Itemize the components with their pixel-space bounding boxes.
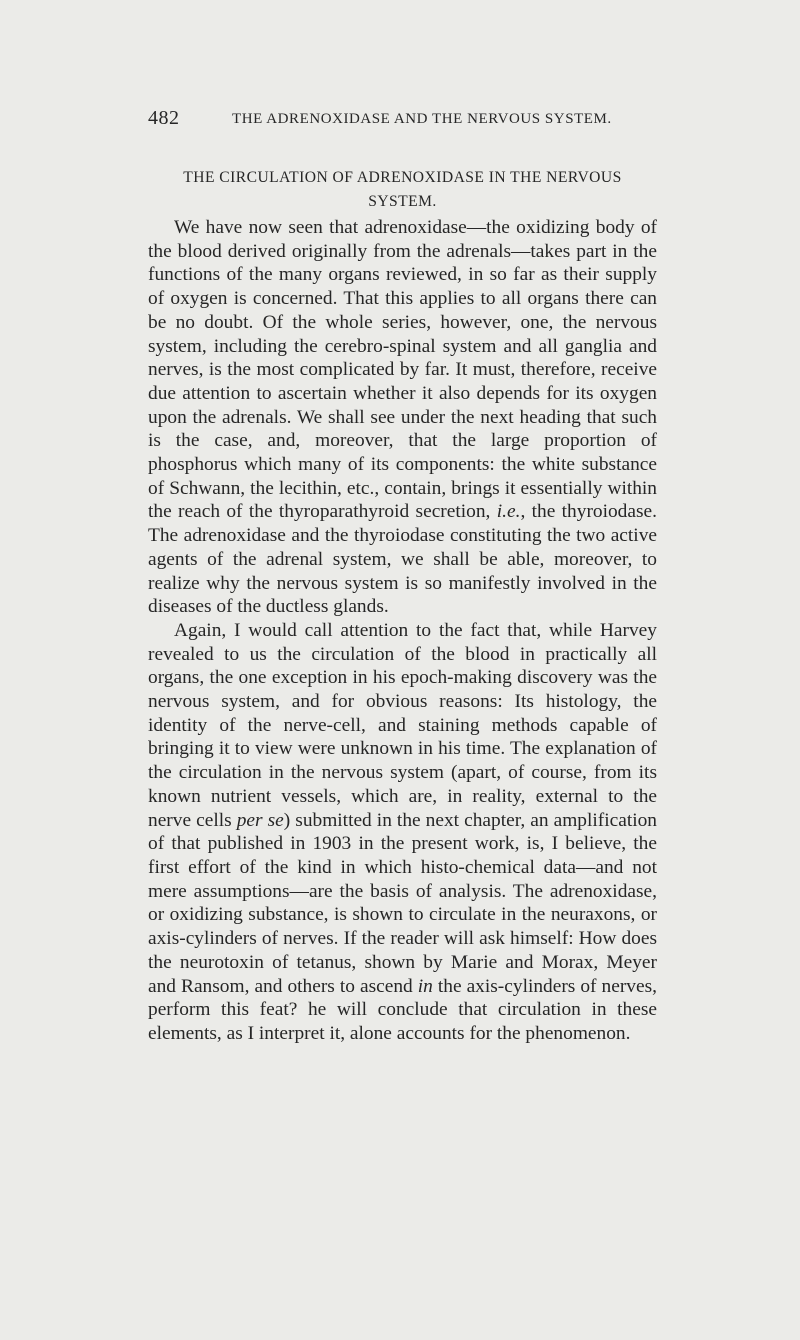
per-se-phrase: per se	[236, 809, 284, 831]
running-title: THE ADRENOXIDASE AND THE NERVOUS SYSTEM.	[232, 111, 612, 127]
paragraph-2-text-c: the axis-cylinders of nerves, perform this feat? he will conclude that circulation in these elements, as I interpret it, alone accounts for the phenomenon.	[148, 975, 657, 1044]
running-head	[148, 106, 658, 130]
body-text	[148, 216, 657, 1046]
paragraph-1-text-end: , the thyroiodase. The adrenoxidase and the thyroiodase constituting the two active agents of the adrenal system, we shall be able, moreover, to realize why the nervous system is so manifestly involved in the diseases of the ductless glands.	[148, 501, 657, 618]
ie-abbreviation: i.e.	[496, 501, 521, 523]
page-number: 482	[148, 107, 180, 129]
section-title: THE CIRCULATION OF ADRENOXIDASE IN THE NERVOUS SYSTEM.	[183, 169, 622, 210]
paragraph-2-text-b: ) submitted in the next chapter, an amplification of that published in 1903 in the present work, is, I believe, the first effort of the kind in which histo-chemical data—and not mere assumptions—are the basis of analysis. The adrenoxidase, or oxidizing substance, is shown to circulate in the neuraxons, or axis-cylinders of nerves. If the reader will ask himself: How does the neurotoxin of tetanus, shown by Marie and Morax, Meyer and Ransom, and others to ascend	[148, 809, 658, 997]
paragraph-1-text: We have now seen that adrenoxidase—the oxidizing body of the blood derived originally from the adrenals—takes part in the functions of the many organs reviewed, in so far as their supply of oxygen is concerned. That this applies to all organs there can be no doubt. Of the whole series, however, one, the nervous system, including the cerebro-spinal system and all ganglia and nerves, is the most complicated by far. It must, therefore, receive due attention to ascertain whether it also depends for its oxygen upon the adrenals. We shall see under the next heading that such is the case, and, moreover, that the large proportion of phosphorus which many of its components: the white substance of Schwann, the lecithin, etc., contain, brings it essentially within the reach of the thyroparathyroid secretion,	[148, 217, 657, 523]
paragraph-2	[148, 619, 657, 1046]
paragraph-2-text-a: Again, I would call attention to the fact that, while Harvey revealed to us the circulation of the blood in practically all organs, the one exception in his epoch-making discovery was the nervous system, and for obvious reasons: Its histology, the identity of the nerve-cell, and staining methods capable of bringing it to view were unknown in his time. The explanation of the circulation in the nervous system (apart, of course, from its known nutrient vessels, which are, in reality, external to the nerve cells	[148, 619, 657, 831]
in-emphasis: in	[417, 975, 433, 997]
paragraph-1	[148, 216, 657, 619]
